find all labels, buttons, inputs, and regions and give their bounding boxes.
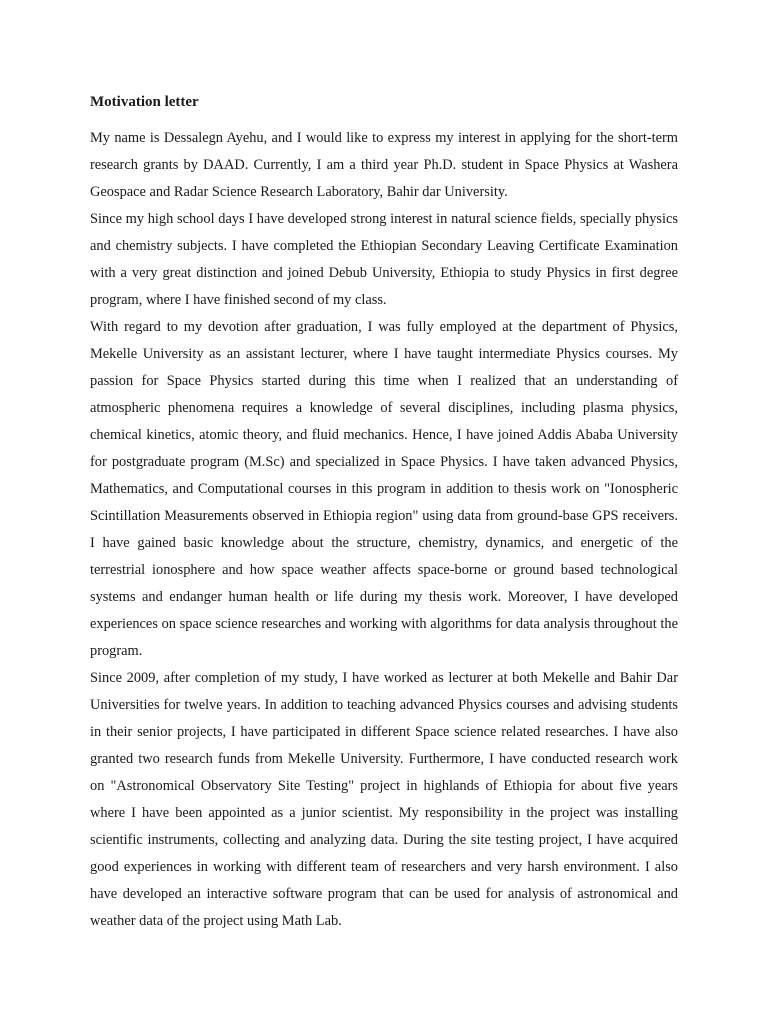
letter-body	[90, 90, 678, 935]
letter-title: Motivation letter	[90, 94, 199, 110]
paragraph-career: Since 2009, after completion of my study, I have worked as lecturer at both Mekelle and Bahir Dar Universities for twelve years. In addition to teaching advanced Physics courses and advising students in their senior projects, I have participated in different Space science related researches. I have also granted two research funds from Mekelle University. Furthermore, I have conducted research work on "Astronomical Observatory Site Testing" project in highlands of Ethiopia for about five years where I have been appointed as a junior scientist. My responsibility in the project was installing scientific instruments, collecting and analyzing data. During the site testing project, I have acquired good experiences in working with different team of researchers and very harsh environment. I also have developed an interactive software program that can be used for analysis of astronomical and weather data of the project using Math Lab.	[90, 670, 678, 929]
paragraph-graduate-work: With regard to my devotion after graduation, I was fully employed at the department of Physics, Mekelle University as an assistant lecturer, where I have taught intermediate Physics courses. My passion for Space Physics started during this time when I realized that an understanding of atmospheric phenomena requires a knowledge of several disciplines, including plasma physics, chemical kinetics, atomic theory, and fluid mechanics. Hence, I have joined Addis Ababa University for postgraduate program (M.Sc) and specialized in Space Physics. I have taken advanced Physics, Mathematics, and Computational courses in this program in addition to thesis work on "Ionospheric Scintillation Measurements observed in Ethiopia region" using data from ground-base GPS receivers. I have gained basic knowledge about the structure, chemistry, dynamics, and energetic of the terrestrial ionosphere and how space weather affects space-borne or ground based technological systems and endanger human health or life during my thesis work. Moreover, I have developed experiences on space science researches and working with algorithms for data analysis throughout the program.	[90, 319, 678, 659]
paragraph-introduction: My name is Dessalegn Ayehu, and I would like to express my interest in applying for the short-term research grants by DAAD. Currently, I am a third year Ph.D. student in Space Physics at Washera Geospace and Radar Science Research Laboratory, Bahir dar University.	[90, 130, 678, 200]
paragraph-education: Since my high school days I have developed strong interest in natural science fields, specially physics and chemistry subjects. I have completed the Ethiopian Secondary Leaving Certificate Examination with a very great distinction and joined Debub University, Ethiopia to study Physics in first degree program, where I have finished second of my class.	[90, 211, 678, 308]
